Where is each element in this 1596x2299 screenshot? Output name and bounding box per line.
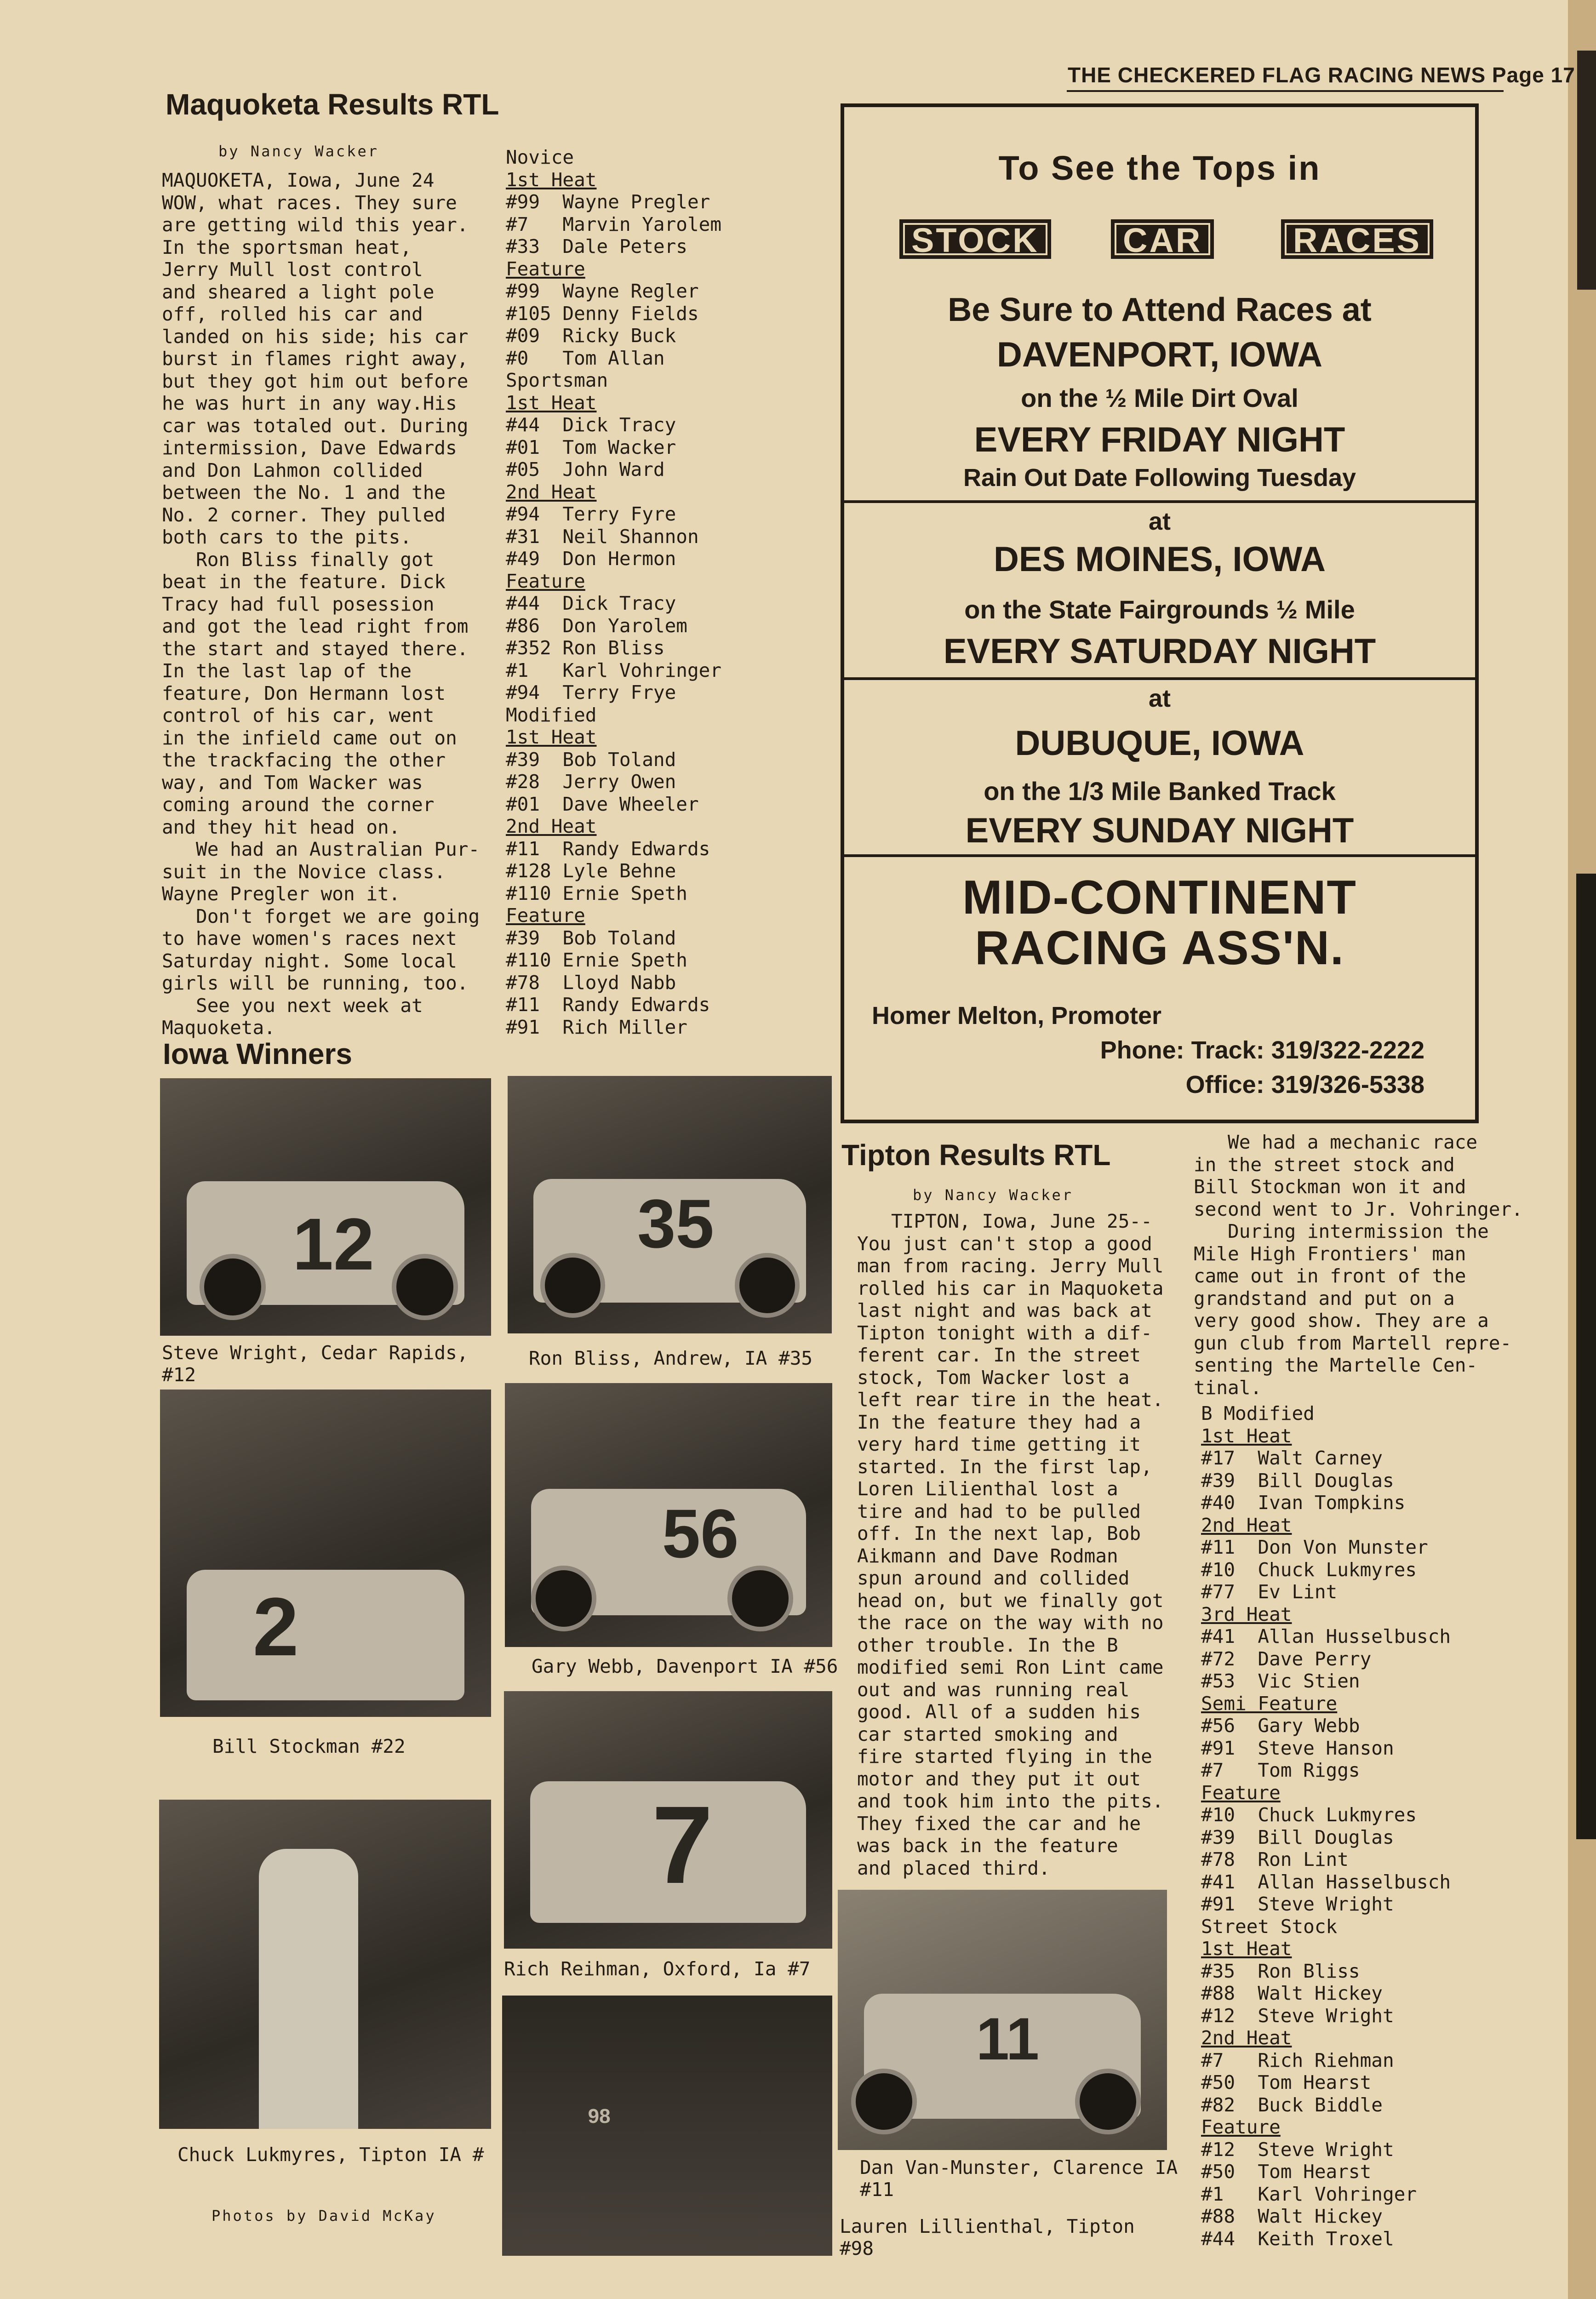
maquoketa-byline: by Nancy Wacker: [218, 143, 379, 160]
story-line: way, and Tom Wacker was: [162, 771, 423, 794]
photo-chuck-lukmyres: [159, 1800, 491, 2129]
result-line: Semi Feature: [1201, 1692, 1338, 1715]
car-number: 2: [252, 1580, 299, 1673]
result-line: #44 Dick Tracy: [506, 414, 676, 436]
ad-divider: [844, 854, 1475, 857]
result-line: #44 Keith Troxel: [1201, 2227, 1394, 2250]
result-line: #91 Steve Wright: [1201, 1893, 1394, 1915]
car-number: 11: [976, 2005, 1040, 2073]
photo-caption: Chuck Lukmyres, Tipton IA #: [177, 2144, 484, 2166]
story-line: gun club from Martell repre-: [1194, 1332, 1512, 1354]
result-line: Feature: [1201, 1781, 1281, 1804]
ad-night-saturday: EVERY SATURDAY NIGHT: [943, 632, 1376, 671]
result-line: Feature: [1201, 2116, 1281, 2138]
story-line: he was hurt in any way.His: [162, 392, 457, 414]
photo-caption: Rich Reihman, Oxford, Ia #7: [504, 1958, 811, 1980]
result-line: #56 Gary Webb: [1201, 1715, 1360, 1737]
result-line: #12 Steve Wright: [1201, 2138, 1394, 2161]
story-line: During intermission the: [1194, 1220, 1489, 1242]
result-line: B Modified: [1201, 1402, 1315, 1424]
story-line: They fixed the car and he: [857, 1812, 1141, 1835]
ad-at-1: at: [1148, 508, 1171, 535]
photo-ron-bliss: [508, 1076, 832, 1333]
result-line: #1 Karl Vohringer: [506, 659, 721, 681]
result-line: 2nd Heat: [1201, 2027, 1292, 2049]
story-line: other trouble. In the B: [857, 1634, 1118, 1656]
result-line: #40 Ivan Tompkins: [1201, 1492, 1406, 1514]
result-line: #39 Bob Toland: [506, 926, 676, 949]
result-line: #49 Don Hermon: [506, 548, 676, 570]
result-line: #94 Terry Fyre: [506, 503, 676, 525]
photo-bill-stockman: [160, 1390, 491, 1717]
story-line: stock, Tom Wacker lost a: [857, 1366, 1130, 1389]
result-line: #86 Don Yarolem: [506, 614, 687, 637]
story-line: was back in the feature: [857, 1835, 1118, 1857]
result-line: #39 Bill Douglas: [1201, 1826, 1394, 1848]
result-line: #77 Ev Lint: [1201, 1581, 1338, 1603]
result-line: 1st Heat: [1201, 1938, 1292, 1960]
result-line: #7 Marvin Yarolem: [506, 213, 721, 235]
result-line: #99 Wayne Pregler: [506, 191, 710, 213]
photo-steve-wright: [160, 1078, 491, 1336]
ad-night-sunday: EVERY SUNDAY NIGHT: [965, 811, 1354, 850]
ad-promoter: Homer Melton, Promoter: [872, 1002, 1162, 1029]
result-line: #41 Allan Hasselbusch: [1201, 1870, 1451, 1893]
story-line: In the feature they had a: [857, 1411, 1141, 1433]
photo-dan-van-munster: [838, 1890, 1167, 2150]
result-line: #10 Chuck Lukmyres: [1201, 1804, 1417, 1826]
story-line: very hard time getting it: [857, 1433, 1141, 1455]
result-line: #01 Dave Wheeler: [506, 793, 699, 815]
ad-city-davenport: DAVENPORT, IOWA: [997, 335, 1322, 374]
photo-caption: Steve Wright, Cedar Rapids, #12: [162, 1342, 469, 1386]
story-line: coming around the corner: [162, 794, 435, 816]
result-line: Feature: [506, 570, 585, 592]
tipton-story-continued: [1194, 1131, 1523, 1399]
story-line: Mile High Frontiers' man: [1194, 1242, 1466, 1265]
story-line: the race on the way with no: [857, 1612, 1164, 1634]
story-line: the start and stayed there.: [162, 637, 469, 660]
result-line: #33 Dale Peters: [506, 235, 687, 257]
tipton-results: [1201, 1402, 1451, 2250]
story-line: spun around and collided: [857, 1567, 1130, 1589]
result-line: 2nd Heat: [506, 480, 597, 503]
story-line: and sheared a light pole: [162, 280, 435, 303]
story-line: and got the lead right from: [162, 615, 469, 637]
ad-track-davenport: on the ½ Mile Dirt Oval: [1021, 383, 1299, 412]
car-number: 98: [588, 2105, 611, 2127]
story-line: ferent car. In the street: [857, 1344, 1141, 1366]
story-line: left rear tire in the heat.: [857, 1389, 1164, 1411]
story-line: Ron Bliss finally got: [162, 548, 435, 571]
photo-98: [502, 1996, 832, 2256]
result-line: #11 Randy Edwards: [506, 994, 710, 1016]
ad-tag-stock: STOCK: [899, 219, 1051, 259]
ad-at-2: at: [1148, 685, 1171, 712]
page-header: THE CHECKERED FLAG RACING NEWS Page 17: [1068, 63, 1575, 87]
racing-ad: [841, 103, 1479, 1123]
result-line: 1st Heat: [506, 168, 597, 191]
story-line: in the street stock and: [1194, 1153, 1455, 1176]
result-line: Feature: [506, 257, 585, 280]
photo-caption: Gary Webb, Davenport IA #56: [532, 1655, 838, 1677]
result-line: #91 Rich Miller: [506, 1016, 687, 1038]
story-line: burst in flames right away,: [162, 348, 469, 370]
result-line: Modified: [506, 703, 597, 726]
photo-caption: Dan Van-Munster, Clarence IA #11: [860, 2156, 1178, 2201]
story-line: In the last lap of the: [162, 660, 412, 682]
maquoketa-results: [506, 146, 721, 1038]
result-line: 1st Heat: [1201, 1424, 1292, 1447]
photo-caption: Lauren Lillienthal, Tipton #98: [840, 2215, 1135, 2259]
story-line: Bill Stockman won it and: [1194, 1176, 1466, 1198]
result-line: 2nd Heat: [506, 815, 597, 837]
story-line: TIPTON, Iowa, June 25--: [857, 1210, 1152, 1232]
story-line: Maquoketa.: [162, 1017, 275, 1039]
result-line: #50 Tom Hearst: [1201, 2071, 1372, 2093]
result-line: #50 Tom Hearst: [1201, 2161, 1372, 2183]
photo-caption: Bill Stockman #22: [212, 1735, 406, 1757]
result-line: #72 Dave Perry: [1201, 1647, 1372, 1670]
story-line: girls will be running, too.: [162, 972, 469, 994]
result-line: #82 Buck Biddle: [1201, 2093, 1383, 2116]
story-line: We had an Australian Pur-: [162, 838, 480, 860]
story-line: are getting wild this year.: [162, 214, 469, 236]
result-line: #88 Walt Hickey: [1201, 1982, 1383, 2004]
story-line: came out in front of the: [1194, 1265, 1466, 1287]
story-line: car started smoking and: [857, 1723, 1118, 1745]
result-line: #78 Ron Lint: [1201, 1848, 1349, 1870]
story-line: landed on his side; his car: [162, 325, 469, 348]
result-line: #35 Ron Bliss: [1201, 1960, 1360, 1982]
story-line: and Don Lahmon collided: [162, 459, 423, 481]
story-line: car was totaled out. During: [162, 414, 469, 437]
result-line: #110 Ernie Speth: [506, 949, 687, 971]
story-line: and placed third.: [857, 1857, 1050, 1879]
story-line: WOW, what races. They sure: [162, 191, 457, 214]
ad-city-dubuque: DUBUQUE, IOWA: [1015, 724, 1304, 763]
result-line: #0 Tom Allan: [506, 347, 665, 369]
result-line: #10 Chuck Lukmyres: [1201, 1558, 1417, 1581]
maquoketa-headline: Maquoketa Results RTL: [166, 88, 499, 121]
ad-line2: Be Sure to Attend Races at: [948, 292, 1372, 328]
photo-gary-webb: [505, 1383, 832, 1647]
photo-credit: Photos by David McKay: [212, 2207, 436, 2225]
story-line: started. In the first lap,: [857, 1455, 1152, 1478]
result-line: #91 Steve Hanson: [1201, 1737, 1394, 1759]
story-line: second went to Jr. Vohringer.: [1194, 1198, 1523, 1220]
story-line: control of his car, went: [162, 704, 435, 726]
story-line: tire and had to be pulled: [857, 1500, 1141, 1522]
story-line: man from racing. Jerry Mull: [857, 1255, 1164, 1277]
ad-divider: [844, 677, 1475, 680]
photo-caption: Ron Bliss, Andrew, IA #35: [529, 1347, 813, 1369]
tipton-headline: Tipton Results RTL: [841, 1138, 1111, 1172]
result-line: #05 John Ward: [506, 458, 665, 480]
result-line: #17 Walt Carney: [1201, 1447, 1383, 1469]
story-line: both cars to the pits.: [162, 526, 412, 548]
story-line: very good show. They are a: [1194, 1310, 1489, 1332]
result-line: #12 Steve Wright: [1201, 2004, 1394, 2027]
result-line: #352 Ron Bliss: [506, 637, 665, 659]
result-line: 2nd Heat: [1201, 1514, 1292, 1536]
story-line: off, rolled his car and: [162, 303, 423, 325]
result-line: #94 Terry Frye: [506, 681, 676, 703]
story-line: and they hit head on.: [162, 816, 400, 838]
story-line: in the infield came out on: [162, 726, 457, 749]
result-line: Sportsman: [506, 369, 608, 391]
story-line: Saturday night. Some local: [162, 949, 457, 972]
result-line: #09 Ricky Buck: [506, 325, 676, 347]
ad-tag-races: RACES: [1281, 219, 1433, 259]
result-line: #11 Don Von Munster: [1201, 1536, 1428, 1558]
ad-city-des-moines: DES MOINES, IOWA: [993, 540, 1326, 579]
story-line: intermission, Dave Edwards: [162, 437, 457, 459]
story-line: You just can't stop a good: [857, 1232, 1152, 1255]
result-line: 1st Heat: [506, 391, 597, 414]
ad-tag-car: CAR: [1111, 219, 1214, 259]
ad-line1: To See the Tops in: [998, 149, 1321, 187]
story-line: Loren Lilienthal lost a: [857, 1478, 1118, 1500]
page-edge-shadow-top: [1577, 51, 1596, 290]
story-line: out and was running real: [857, 1678, 1130, 1701]
photo-rich-reihman: [504, 1691, 832, 1949]
result-line: #31 Neil Shannon: [506, 525, 699, 548]
story-line: fire started flying in the: [857, 1745, 1152, 1767]
ad-phone-track: Phone: Track: 319/322-2222: [1100, 1036, 1424, 1064]
story-line: rolled his car in Maquoketa: [857, 1277, 1164, 1299]
ad-phone-office: Office: 319/326-5338: [1185, 1071, 1424, 1098]
result-line: 1st Heat: [506, 726, 597, 748]
story-line: but they got him out before: [162, 370, 469, 392]
result-line: #39 Bill Douglas: [1201, 1469, 1394, 1492]
story-line: Wayne Pregler won it.: [162, 883, 400, 905]
story-line: We had a mechanic race: [1194, 1131, 1478, 1153]
car-number: 12: [292, 1202, 374, 1285]
story-line: tinal.: [1194, 1376, 1262, 1399]
tipton-story: [857, 1210, 1163, 1879]
ad-assoc-line1: MID-CONTINENT: [962, 871, 1357, 924]
result-line: #99 Wayne Regler: [506, 280, 699, 302]
result-line: Street Stock: [1201, 1915, 1338, 1938]
story-line: beat in the feature. Dick: [162, 571, 446, 593]
story-line: to have women's races next: [162, 927, 457, 949]
car-number: 56: [662, 1495, 739, 1573]
result-line: #39 Bob Toland: [506, 748, 676, 771]
story-line: Aikmann and Dave Rodman: [857, 1544, 1118, 1567]
tipton-byline: by Nancy Wacker: [913, 1186, 1073, 1204]
ad-divider: [844, 500, 1475, 503]
result-line: 3rd Heat: [1201, 1603, 1292, 1625]
result-line: #11 Randy Edwards: [506, 837, 710, 860]
result-line: #128 Lyle Behne: [506, 860, 676, 882]
story-line: No. 2 corner. They pulled: [162, 503, 446, 526]
story-line: suit in the Novice class.: [162, 860, 446, 883]
story-line: Tipton tonight with a dif-: [857, 1321, 1152, 1344]
ad-rain-date: Rain Out Date Following Tuesday: [963, 464, 1356, 492]
car-number: 35: [637, 1185, 714, 1263]
story-line: good. All of a sudden his: [857, 1701, 1141, 1723]
result-line: #53 Vic Stien: [1201, 1670, 1360, 1692]
result-line: Novice: [506, 146, 574, 168]
story-line: last night and was back at: [857, 1299, 1152, 1321]
story-line: feature, Don Hermann lost: [162, 682, 446, 704]
result-line: #110 Ernie Speth: [506, 882, 687, 904]
story-line: modified semi Ron Lint came: [857, 1656, 1164, 1678]
story-line: the trackfacing the other: [162, 749, 446, 771]
iowa-winners-headline: Iowa Winners: [163, 1037, 352, 1070]
story-line: MAQUOKETA, Iowa, June 24: [162, 169, 435, 191]
story-line: senting the Martelle Cen-: [1194, 1354, 1478, 1376]
car-number: 7: [652, 1783, 713, 1906]
result-line: #41 Allan Husselbusch: [1201, 1625, 1451, 1647]
story-line: In the sportsman heat,: [162, 236, 412, 258]
story-line: and took him into the pits.: [857, 1790, 1164, 1812]
ad-assoc-line2: RACING ASS'N.: [975, 921, 1344, 975]
story-line: off. In the next lap, Bob: [857, 1522, 1141, 1544]
result-line: Feature: [506, 904, 585, 926]
ad-track-dubuque: on the 1/3 Mile Banked Track: [984, 777, 1336, 806]
result-line: #105 Denny Fields: [506, 302, 699, 325]
result-line: #78 Lloyd Nabb: [506, 971, 676, 994]
result-line: #88 Walt Hickey: [1201, 2205, 1383, 2227]
story-line: Jerry Mull lost control: [162, 258, 423, 280]
story-line: between the No. 1 and the: [162, 481, 446, 503]
story-line: grandstand and put on a: [1194, 1287, 1455, 1310]
result-line: #28 Jerry Owen: [506, 771, 676, 793]
header-rule: [1067, 90, 1504, 92]
page-edge-shadow: [1576, 874, 1596, 1839]
story-line: Tracy had full posession: [162, 593, 435, 615]
story-line: head on, but we finally got: [857, 1589, 1164, 1612]
story-line: motor and they put it out: [857, 1767, 1141, 1790]
maquoketa-story: [162, 169, 480, 1039]
ad-night-friday: EVERY FRIDAY NIGHT: [974, 420, 1345, 459]
ad-track-des-moines: on the State Fairgrounds ½ Mile: [964, 595, 1355, 624]
result-line: #1 Karl Vohringer: [1201, 2183, 1417, 2205]
result-line: #44 Dick Tracy: [506, 592, 676, 614]
story-line: Don't forget we are going: [162, 905, 480, 927]
result-line: #7 Rich Riehman: [1201, 2049, 1394, 2071]
result-line: #7 Tom Riggs: [1201, 1759, 1360, 1781]
result-line: #01 Tom Wacker: [506, 436, 676, 458]
story-line: See you next week at: [162, 994, 423, 1017]
